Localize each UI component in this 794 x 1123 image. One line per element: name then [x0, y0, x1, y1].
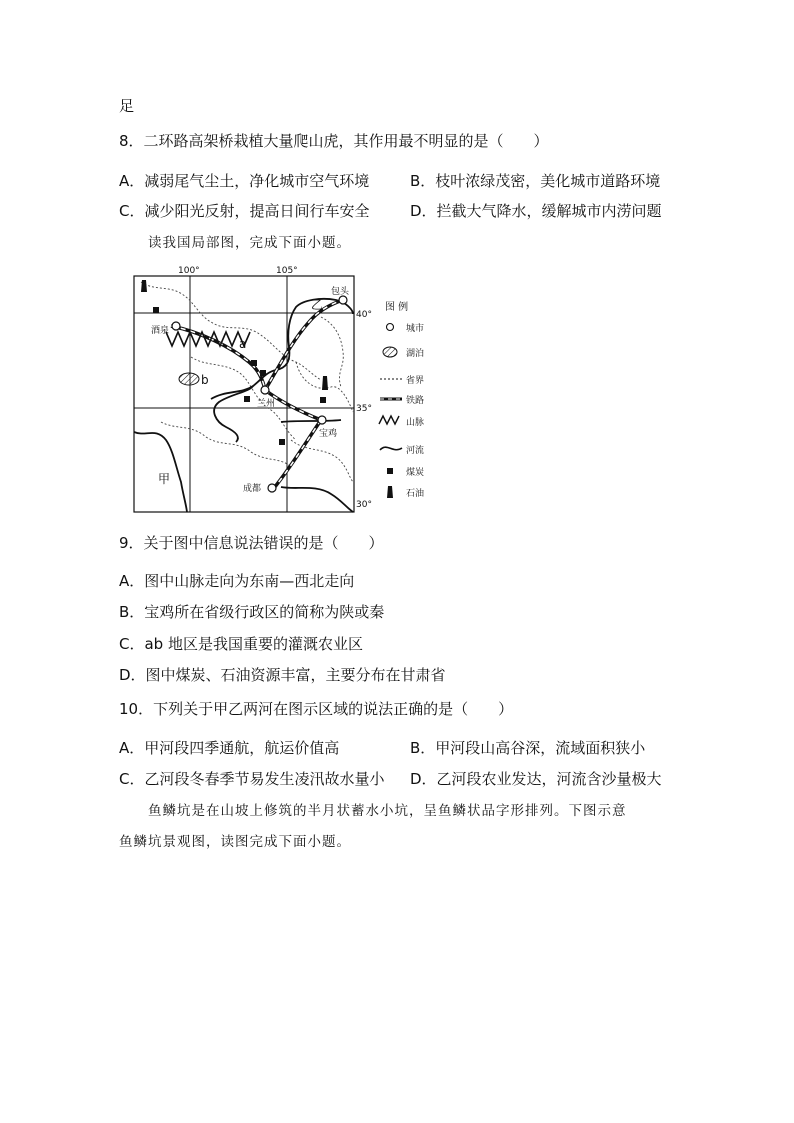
question-9-option-a: A．图中山脉走向为东南—西北走向	[119, 572, 355, 590]
legend-coal: 煤炭	[406, 468, 425, 478]
question-8-option-a: A．减弱尾气尘土，净化城市空气环境	[119, 172, 370, 190]
fish-scale-intro-line2: 鱼鳞坑景观图，读图完成下面小题。	[119, 834, 351, 850]
legend-title: 图 例	[385, 302, 409, 313]
legend-oil: 石油	[406, 489, 425, 499]
question-8: 8．二环路高架桥栽植大量爬山虎，其作用最不明显的是（ ）	[119, 132, 549, 150]
question-10: 10．下列关于甲乙两河在图示区域的说法正确的是（ ）	[119, 700, 514, 718]
city-baotou: 包头	[331, 287, 350, 297]
lat-35-label: 35°	[356, 404, 372, 414]
city-lanzhou: 兰州	[257, 399, 276, 409]
question-8-option-d: D．拦截大气降水，缓解城市内涝问题	[410, 202, 662, 220]
map-legend	[379, 300, 424, 499]
question-9-option-b: B．宝鸡所在省级行政区的简称为陕或秦	[119, 603, 385, 621]
legend-mountain: 山脉	[406, 418, 425, 428]
map-intro-text: 读我国局部图，完成下面小题。	[148, 235, 351, 251]
lon-105-label: 105°	[276, 266, 298, 276]
city-jiuquan: 酒泉	[151, 326, 170, 336]
question-10-option-c: C．乙河段冬春季节易发生凌汛故水量小	[119, 770, 385, 788]
lake-marker	[179, 373, 199, 385]
river-wei	[281, 420, 341, 422]
question-10-option-d: D．乙河段农业发达，河流含沙量极大	[410, 770, 662, 788]
lon-100-label: 100°	[178, 266, 200, 276]
lat-40-label: 40°	[356, 310, 372, 320]
city-markers	[172, 296, 347, 492]
river-yi-label: 乙	[311, 298, 324, 312]
legend-lake: 湖泊	[406, 349, 425, 359]
question-10-option-a: A．甲河段四季通航，航运价值高	[119, 739, 340, 757]
question-9-option-c: C．ab 地区是我国重要的灌溉农业区	[119, 635, 363, 653]
region-b-label: b	[201, 373, 209, 387]
question-8-option-b: B．枝叶浓绿茂密，美化城市道路环境	[410, 172, 661, 190]
question-9: 9．关于图中信息说法错误的是（ ）	[119, 534, 384, 552]
legend-rail: 铁路	[406, 396, 425, 406]
river-jia-label: 甲	[158, 472, 171, 486]
question-10-option-b: B．甲河段山高谷深，流域面积狭小	[410, 739, 646, 757]
river-sichuan	[281, 487, 353, 512]
lat-30-label: 30°	[356, 500, 372, 510]
question-8-option-c: C．减少阳光反射，提高日间行车安全	[119, 202, 370, 220]
railways	[171, 300, 343, 488]
city-baoji: 宝鸡	[319, 429, 338, 439]
question-9-option-d: D．图中煤炭、石油资源丰富，主要分布在甘肃省	[119, 666, 446, 684]
legend-city: 城市	[406, 324, 425, 334]
continued-text: 足	[119, 97, 135, 115]
region-a-label: a	[239, 337, 247, 351]
china-partial-map	[131, 262, 441, 514]
city-chengdu: 成都	[243, 484, 262, 494]
legend-river: 河流	[406, 446, 425, 456]
legend-border: 省界	[406, 376, 425, 386]
fish-scale-intro-line1: 鱼鳞坑是在山坡上修筑的半月状蓄水小坑，呈鱼鳞状品字形排列。下图示意	[148, 803, 627, 819]
